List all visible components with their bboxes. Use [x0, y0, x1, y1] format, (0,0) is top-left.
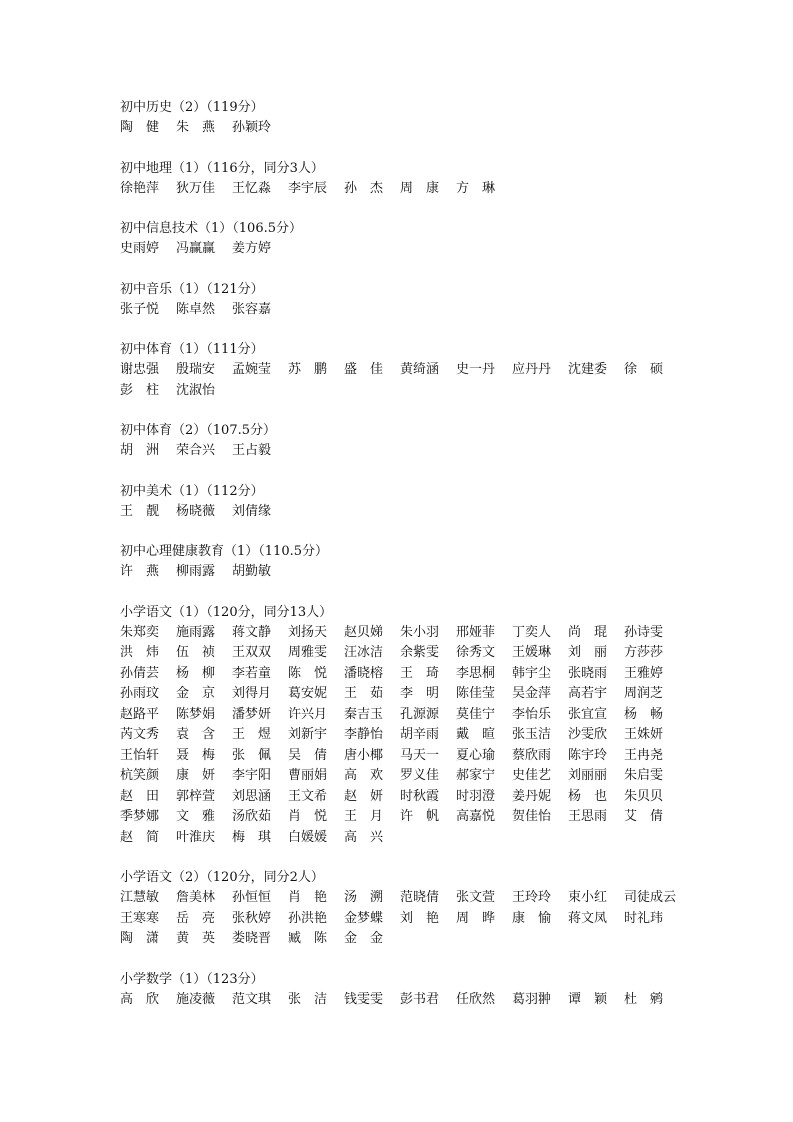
- person-name: 荣合兴: [176, 443, 216, 458]
- person-name: 夏心瑜: [456, 747, 496, 763]
- person-name: 孔源源: [400, 706, 440, 722]
- person-name: 刘倩缘: [232, 503, 272, 519]
- person-name: 叶淮庆: [176, 829, 216, 845]
- person-name: 王怡轩: [120, 747, 160, 763]
- person-name: 王 琦: [400, 665, 440, 681]
- person-name: 张秋婷: [232, 910, 272, 926]
- person-name: 艾 倩: [624, 809, 664, 824]
- person-name: 王 月: [344, 809, 384, 824]
- person-name: 刘 艳: [400, 910, 440, 926]
- section-heading: 小学语文（2）（120分，同分2人）: [120, 870, 324, 885]
- person-name: 金 京: [176, 686, 216, 701]
- person-name: 彭 柱: [120, 382, 160, 398]
- person-name: 季梦娜: [120, 809, 160, 824]
- person-name: 杨晓薇: [176, 503, 216, 519]
- person-name: 陶 健: [120, 120, 160, 135]
- person-name: 苏 鹏: [288, 362, 328, 377]
- person-name: 杭笑颜: [120, 768, 160, 783]
- person-name: 周 康: [400, 180, 440, 196]
- person-name: 刘思涵: [232, 788, 272, 804]
- document-page: [120, 98, 680, 1030]
- person-name: 郭梓萱: [176, 788, 216, 804]
- person-name: 陈卓然: [176, 301, 216, 317]
- person-name: 刘得月: [232, 686, 272, 701]
- person-name: 李 明: [400, 686, 440, 701]
- person-name: 蔡欣雨: [512, 747, 552, 763]
- person-name: 张文萱: [456, 890, 496, 905]
- person-name: 梅 琪: [232, 829, 272, 845]
- name-list: [120, 179, 680, 200]
- person-name: 李怡乐: [512, 706, 552, 722]
- name-row: [120, 381, 680, 402]
- section-heading: 小学语文（1）（120分，同分13人）: [120, 604, 333, 620]
- results-section: [120, 868, 680, 950]
- person-name: 江慧敏: [120, 890, 160, 905]
- person-name: 孟婉莹: [232, 362, 272, 377]
- person-name: 洪 炜: [120, 645, 160, 660]
- results-section: [120, 421, 680, 462]
- person-name: 时礼玮: [624, 910, 664, 926]
- person-name: 曹丽娟: [288, 768, 328, 783]
- person-name: 陈 悦: [288, 665, 328, 681]
- person-name: 钱雯雯: [344, 991, 384, 1007]
- results-section: [120, 159, 680, 200]
- person-name: 杨 柳: [176, 665, 216, 681]
- person-name: 刘新宇: [288, 727, 328, 742]
- person-name: 余紫雯: [400, 645, 440, 660]
- results-section: [120, 340, 680, 401]
- person-name: 方 琳: [456, 180, 496, 196]
- person-name: 冯赢赢: [176, 241, 216, 256]
- person-name: 刘 丽: [568, 645, 608, 660]
- person-name: 王雅婷: [624, 665, 664, 681]
- person-name: 周 晔: [456, 910, 496, 926]
- person-name: 张晓雨: [568, 665, 608, 681]
- section-heading: 初中体育（1）（111分）: [120, 342, 264, 357]
- person-name: 汤欣茹: [232, 809, 272, 824]
- person-name: 王文希: [288, 788, 328, 804]
- results-section: [120, 219, 680, 260]
- person-name: 王媛琳: [512, 645, 552, 660]
- person-name: 伍 祯: [176, 645, 216, 660]
- person-name: 张 洁: [288, 991, 328, 1007]
- person-name: 沈建委: [568, 362, 608, 377]
- name-list: [120, 441, 680, 462]
- section-heading: 初中历史（2）（119分）: [120, 100, 264, 115]
- person-name: 潘晓榕: [344, 665, 384, 681]
- person-name: 陶 潇: [120, 931, 160, 946]
- person-name: 孙颖玲: [232, 120, 272, 135]
- person-name: 芮文秀: [120, 727, 160, 742]
- person-name: 狄万佳: [176, 180, 216, 196]
- person-name: 胡 洲: [120, 443, 160, 458]
- section-heading: 初中音乐（1）（121分）: [120, 281, 264, 297]
- person-name: 詹美林: [176, 890, 216, 905]
- name-row: [120, 828, 680, 849]
- person-name: 施雨露: [176, 624, 216, 640]
- person-name: 张子悦: [120, 301, 160, 317]
- person-name: 王 煜: [232, 727, 272, 742]
- person-name: 李静怡: [344, 727, 384, 742]
- person-name: 秦吉玉: [344, 706, 384, 722]
- person-name: 史雨婷: [120, 241, 160, 256]
- name-list: [120, 990, 680, 1011]
- person-name: 肖 艳: [288, 890, 328, 905]
- person-name: 文 雅: [176, 809, 216, 824]
- person-name: 徐艳萍: [120, 180, 160, 196]
- person-name: 朱 燕: [176, 120, 216, 135]
- name-row: [120, 787, 680, 808]
- person-name: 赵路平: [120, 706, 160, 722]
- section-heading: 初中体育（2）（107.5分）: [120, 423, 276, 438]
- name-list: [120, 300, 680, 321]
- name-row: [120, 725, 680, 746]
- person-name: 蒋文静: [232, 624, 272, 640]
- person-name: 杜 鹓: [624, 991, 664, 1007]
- person-name: 彭书君: [400, 991, 440, 1007]
- person-name: 岳 亮: [176, 910, 216, 926]
- name-row: [120, 360, 680, 381]
- person-name: 刘丽丽: [568, 768, 608, 783]
- person-name: 许 帆: [400, 809, 440, 824]
- person-name: 高若宇: [568, 686, 608, 701]
- person-name: 时秋霞: [400, 788, 440, 804]
- person-name: 谢忠强: [120, 362, 160, 377]
- name-row: [120, 766, 680, 787]
- results-section: [120, 482, 680, 523]
- person-name: 高 兴: [344, 829, 384, 845]
- person-name: 金 金: [344, 931, 384, 946]
- person-name: 束小红: [568, 890, 608, 905]
- person-name: 李宇辰: [288, 180, 328, 196]
- person-name: 范文琪: [232, 991, 272, 1007]
- name-row: [120, 664, 680, 685]
- name-row: [120, 562, 680, 583]
- name-list: [120, 118, 680, 139]
- person-name: 潘梦妍: [232, 706, 272, 722]
- person-name: 周雅雯: [288, 645, 328, 660]
- person-name: 朱贝贝: [624, 788, 664, 804]
- name-row: [120, 909, 680, 930]
- person-name: 黄 英: [176, 931, 216, 946]
- person-name: 孙 杰: [344, 180, 384, 196]
- person-name: 杨 畅: [624, 706, 664, 722]
- results-section: [120, 98, 680, 139]
- person-name: 殷瑞安: [176, 362, 216, 377]
- person-name: 白媛媛: [288, 829, 328, 845]
- person-name: 方莎莎: [624, 645, 664, 660]
- results-section: [120, 603, 680, 849]
- person-name: 姜方婷: [232, 241, 272, 256]
- person-name: 范晓倩: [400, 890, 440, 905]
- name-row: [120, 441, 680, 462]
- person-name: 娄晓晋: [232, 931, 272, 946]
- person-name: 王忆淼: [232, 180, 272, 196]
- person-name: 朱郑奕: [120, 624, 160, 640]
- person-name: 司徒成云: [624, 890, 677, 905]
- person-name: 孙倩芸: [120, 665, 160, 681]
- person-name: 刘扬天: [288, 624, 328, 640]
- person-name: 吴 倩: [288, 747, 328, 763]
- person-name: 李若童: [232, 665, 272, 681]
- person-name: 韩宇尘: [512, 665, 552, 681]
- person-name: 郝家宁: [456, 768, 496, 783]
- person-name: 高嘉悦: [456, 809, 496, 824]
- section-heading: 初中美术（1）（112分）: [120, 483, 264, 499]
- name-list: [120, 239, 680, 260]
- person-name: 康 妍: [176, 768, 216, 783]
- person-name: 王双双: [232, 645, 272, 660]
- name-list: [120, 562, 680, 583]
- name-list: [120, 360, 680, 401]
- person-name: 葛羽翀: [512, 991, 552, 1007]
- results-section: [120, 542, 680, 583]
- name-row: [120, 623, 680, 644]
- person-name: 王玲玲: [512, 890, 552, 905]
- name-row: [120, 929, 680, 950]
- person-name: 盛 佳: [344, 362, 384, 377]
- person-name: 许 燕: [120, 564, 160, 579]
- person-name: 徐秀文: [456, 645, 496, 660]
- person-name: 孙恒恒: [232, 890, 272, 905]
- person-name: 时羽澄: [456, 788, 496, 804]
- person-name: 吴金萍: [512, 686, 552, 701]
- name-row: [120, 746, 680, 767]
- person-name: 高 欢: [344, 768, 384, 783]
- results-section: [120, 970, 680, 1011]
- name-row: [120, 643, 680, 664]
- person-name: 张 佩: [232, 747, 272, 763]
- person-name: 王姝妍: [624, 727, 664, 742]
- person-name: 陈梦娟: [176, 706, 216, 722]
- person-name: 孙雨玟: [120, 686, 160, 701]
- person-name: 胡辛雨: [400, 727, 440, 742]
- name-row: [120, 239, 680, 260]
- person-name: 王寒寒: [120, 910, 160, 926]
- section-heading: 初中心理健康教育（1）（110.5分）: [120, 544, 328, 559]
- person-name: 蒋文凤: [568, 910, 608, 926]
- person-name: 朱小羽: [400, 624, 440, 640]
- person-name: 丁奕人: [512, 624, 552, 640]
- person-name: 李宇阳: [232, 768, 272, 783]
- person-name: 李思桐: [456, 665, 496, 681]
- person-name: 张宜宣: [568, 706, 608, 722]
- person-name: 赵 妍: [344, 788, 384, 804]
- person-name: 尚 琨: [568, 624, 608, 640]
- person-name: 葛安妮: [288, 686, 328, 701]
- person-name: 臧 陈: [288, 931, 328, 946]
- person-name: 施凌薇: [176, 991, 216, 1007]
- name-row: [120, 990, 680, 1011]
- name-row: [120, 807, 680, 828]
- person-name: 沈淑怡: [176, 382, 216, 398]
- person-name: 赵 简: [120, 829, 160, 845]
- person-name: 沙雯欣: [568, 727, 608, 742]
- person-name: 马天一: [400, 747, 440, 763]
- person-name: 孙诗雯: [624, 624, 664, 640]
- person-name: 许兴月: [288, 706, 328, 722]
- person-name: 柳雨露: [176, 564, 216, 579]
- person-name: 汤 溯: [344, 890, 384, 905]
- person-name: 莫佳宁: [456, 706, 496, 722]
- results-section: [120, 280, 680, 321]
- person-name: 王 茹: [344, 686, 384, 701]
- person-name: 金梦蝶: [344, 910, 384, 926]
- section-heading: 小学数学（1）（123分）: [120, 971, 264, 987]
- name-row: [120, 300, 680, 321]
- name-row: [120, 684, 680, 705]
- person-name: 康 愉: [512, 910, 552, 926]
- person-name: 姜丹妮: [512, 788, 552, 804]
- name-row: [120, 705, 680, 726]
- person-name: 张容嘉: [232, 301, 272, 317]
- person-name: 赵贝娣: [344, 624, 384, 640]
- person-name: 任欣然: [456, 991, 496, 1007]
- name-row: [120, 118, 680, 139]
- person-name: 张玉洁: [512, 727, 552, 742]
- person-name: 高 欣: [120, 991, 160, 1007]
- section-heading: 初中信息技术（1）（106.5分）: [120, 221, 302, 236]
- person-name: 汪冰洁: [344, 645, 384, 660]
- person-name: 罗义佳: [400, 768, 440, 783]
- person-name: 黄绮涵: [400, 362, 440, 377]
- person-name: 胡勤敏: [232, 564, 272, 579]
- name-row: [120, 502, 680, 523]
- person-name: 王冉尧: [624, 747, 664, 763]
- person-name: 戴 暄: [456, 727, 496, 742]
- person-name: 王 靓: [120, 503, 160, 519]
- person-name: 史一丹: [456, 362, 496, 377]
- person-name: 聂 梅: [176, 747, 216, 763]
- person-name: 邢娅菲: [456, 624, 496, 640]
- person-name: 王思雨: [568, 809, 608, 824]
- person-name: 朱启雯: [624, 768, 664, 783]
- person-name: 王占毅: [232, 443, 272, 458]
- person-name: 陈宇玲: [568, 747, 608, 763]
- person-name: 徐 硕: [624, 362, 664, 377]
- person-name: 史佳艺: [512, 768, 552, 783]
- person-name: 孙洪艳: [288, 910, 328, 926]
- person-name: 杨 也: [568, 788, 608, 804]
- person-name: 应丹丹: [512, 362, 552, 377]
- person-name: 周润芝: [624, 686, 664, 701]
- name-list: [120, 623, 680, 849]
- section-heading: 初中地理（1）（116分，同分3人）: [120, 160, 324, 176]
- person-name: 谭 颖: [568, 991, 608, 1007]
- name-list: [120, 502, 680, 523]
- name-row: [120, 888, 680, 909]
- person-name: 袁 含: [176, 727, 216, 742]
- name-list: [120, 888, 680, 950]
- person-name: 唐小椰: [344, 747, 384, 763]
- person-name: 陈佳莹: [456, 686, 496, 701]
- person-name: 赵 田: [120, 788, 160, 804]
- name-row: [120, 179, 680, 200]
- person-name: 肖 悦: [288, 809, 328, 824]
- person-name: 贺佳怡: [512, 809, 552, 824]
